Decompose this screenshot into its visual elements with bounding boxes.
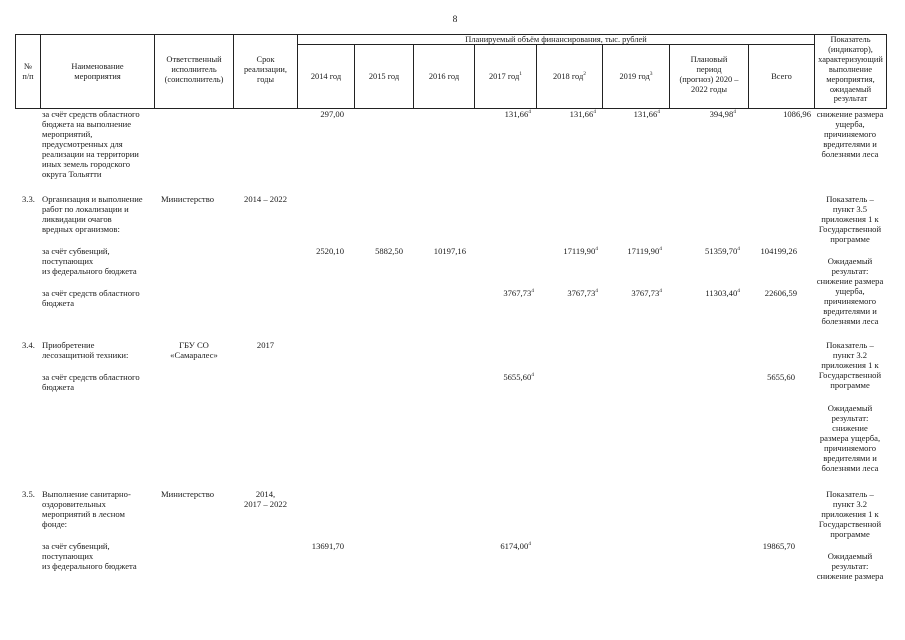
row33-term: 2014 – 2022 xyxy=(244,194,287,204)
value: 6174,00 xyxy=(500,541,529,551)
row33-responsible: Министерство xyxy=(161,194,214,204)
row0-2018 xyxy=(537,109,596,119)
row33-num: 3.3. xyxy=(22,194,35,204)
header-responsible: Ответственный исполнитель (соисполнитель) xyxy=(164,55,224,84)
row35-name: Выполнение санитарно- оздоровительных мероприятий в лесном фонде: xyxy=(42,489,131,530)
header-indicator: Показатель (индикатор), характеризующий выполнение мероприятия, ожидаемый результат xyxy=(818,35,883,104)
header-total: Всего xyxy=(771,72,792,81)
row33-sub2-plan xyxy=(670,288,740,298)
footnote-mark: 4 xyxy=(737,246,740,253)
footnote-mark: 4 xyxy=(528,541,531,548)
row34-indicator2: Ожидаемый результат: снижение размера ущерба, причиняемого вредителями и болезнями леса xyxy=(819,403,881,474)
row34-indicator1: Показатель – пункт 3.2 приложения 1 к Государственной программе xyxy=(818,340,882,391)
footnote-mark: 4 xyxy=(595,288,598,295)
row35-sub1-2014: 13691,70 xyxy=(311,541,344,551)
footnote-mark: 4 xyxy=(595,246,598,253)
value: 131,66 xyxy=(569,109,594,119)
row0-indicator: снижение размера ущерба, причиняемого вредителями и болезнями леса xyxy=(816,109,884,160)
value: 3767,73 xyxy=(631,288,660,298)
footnote-mark: 4 xyxy=(593,109,596,116)
row35-sub1-name: за счёт субвенций, поступающих из федерального бюджета xyxy=(42,541,137,572)
row0-total: 1086,96 xyxy=(783,109,811,119)
row35-term: 2014, 2017 – 2022 xyxy=(244,489,287,510)
row33-sub1-2016: 10197,16 xyxy=(433,246,466,256)
value: 17119,90 xyxy=(563,246,596,256)
value: 131,66 xyxy=(633,109,658,119)
header-2014: 2014 год xyxy=(310,72,342,81)
row33-name: Организация и выполнение работ по локализации и ликвидации очагов вредных организмов: xyxy=(42,194,143,235)
page-number: 8 xyxy=(452,15,458,25)
footnote-mark: 4 xyxy=(531,372,534,379)
row33-sub1-2019 xyxy=(603,246,662,256)
row0-name: за счёт средств областного бюджета на выполнение мероприятий, предусмотренных для реализации на территории иных земель городского округа Тольятти xyxy=(42,109,140,180)
row0-2017 xyxy=(475,109,531,119)
row33-sub2-name: за счёт средств областного бюджета xyxy=(42,288,140,309)
row35-indicator2: Ожидаемый результат: снижение размера xyxy=(816,551,884,582)
row33-sub1-total: 104199,26 xyxy=(760,246,797,256)
row34-name: Приобретение лесозащитной техники: xyxy=(42,340,129,361)
row33-sub1-plan xyxy=(670,246,740,256)
row33-indicator2: Ожидаемый результат: снижение размера ущерба, причиняемого вредителями и болезнями леса xyxy=(816,256,884,327)
row33-sub1-2015: 5882,50 xyxy=(375,246,403,256)
footnote-mark: 4 xyxy=(659,288,662,295)
header-funding-title: Планируемый объём финансирования, тыс. рублей xyxy=(465,35,647,44)
footnote-mark: 4 xyxy=(659,246,662,253)
value: 394,98 xyxy=(709,109,734,119)
row33-sub2-total: 22606,59 xyxy=(764,288,797,298)
row33-sub1-name: за счёт субвенций, поступающих из федерального бюджета xyxy=(42,246,137,277)
row34-responsible: ГБУ СО «Самаралес» xyxy=(170,340,218,361)
row35-indicator1: Показатель – пункт 3.2 приложения 1 к Государственной программе xyxy=(818,489,882,540)
value: 3767,73 xyxy=(567,288,596,298)
value: 17119,90 xyxy=(627,246,660,256)
footnote-mark: 4 xyxy=(531,288,534,295)
row34-sub1-total: 5655,60 xyxy=(767,372,795,382)
row34-sub1-2017 xyxy=(475,372,534,382)
footnote-mark: 3 xyxy=(649,71,653,78)
header-name: Наименование мероприятия xyxy=(71,62,124,81)
footnote-mark: 4 xyxy=(737,288,740,295)
row35-num: 3.5. xyxy=(22,489,35,499)
row34-sub1-name: за счёт средств областного бюджета xyxy=(42,372,140,393)
header-plan-period: Плановый период (прогноз) 2020 – 2022 годы xyxy=(679,55,739,94)
header-num: № п/п xyxy=(22,62,34,81)
value: 3767,73 xyxy=(503,288,532,298)
footnote-mark: 4 xyxy=(657,109,660,116)
footnote-mark: 4 xyxy=(528,109,531,116)
row35-sub1-2017 xyxy=(475,541,531,551)
header-2017-label: 2017 год xyxy=(488,72,520,81)
footnote-mark: 4 xyxy=(733,109,736,116)
value: 5655,60 xyxy=(503,372,532,382)
value: 131,66 xyxy=(504,109,529,119)
row35-sub1-total: 19865,70 xyxy=(762,541,795,551)
col-line xyxy=(886,34,887,109)
header-2019 xyxy=(603,72,669,82)
row0-2019 xyxy=(603,109,660,119)
value: 11303,40 xyxy=(705,288,738,298)
header-2019-label: 2019 год xyxy=(619,72,650,81)
row0-plan xyxy=(670,109,736,119)
value: 51359,70 xyxy=(705,246,738,256)
row34-num: 3.4. xyxy=(22,340,35,350)
header-2018 xyxy=(537,72,602,82)
footnote-mark: 2 xyxy=(583,71,587,78)
row33-indicator1: Показатель – пункт 3.5 приложения 1 к Государственной программе xyxy=(818,194,882,245)
row33-sub2-2019 xyxy=(603,288,662,298)
row35-responsible: Министерство xyxy=(161,489,214,499)
row34-term: 2017 xyxy=(256,340,275,350)
row0-2014: 297,00 xyxy=(320,109,344,119)
row33-sub2-2017 xyxy=(475,288,534,298)
footnote-mark: 1 xyxy=(519,71,523,78)
row33-sub1-2018 xyxy=(537,246,598,256)
header-term: Срок реализации, годы xyxy=(243,55,288,84)
header-2015: 2015 год xyxy=(368,72,400,81)
row33-sub2-2018 xyxy=(537,288,598,298)
header-2017 xyxy=(475,72,536,82)
header-2016: 2016 год xyxy=(428,72,460,81)
header-2018-label: 2018 год xyxy=(552,72,584,81)
row33-sub1-2014: 2520,10 xyxy=(316,246,344,256)
